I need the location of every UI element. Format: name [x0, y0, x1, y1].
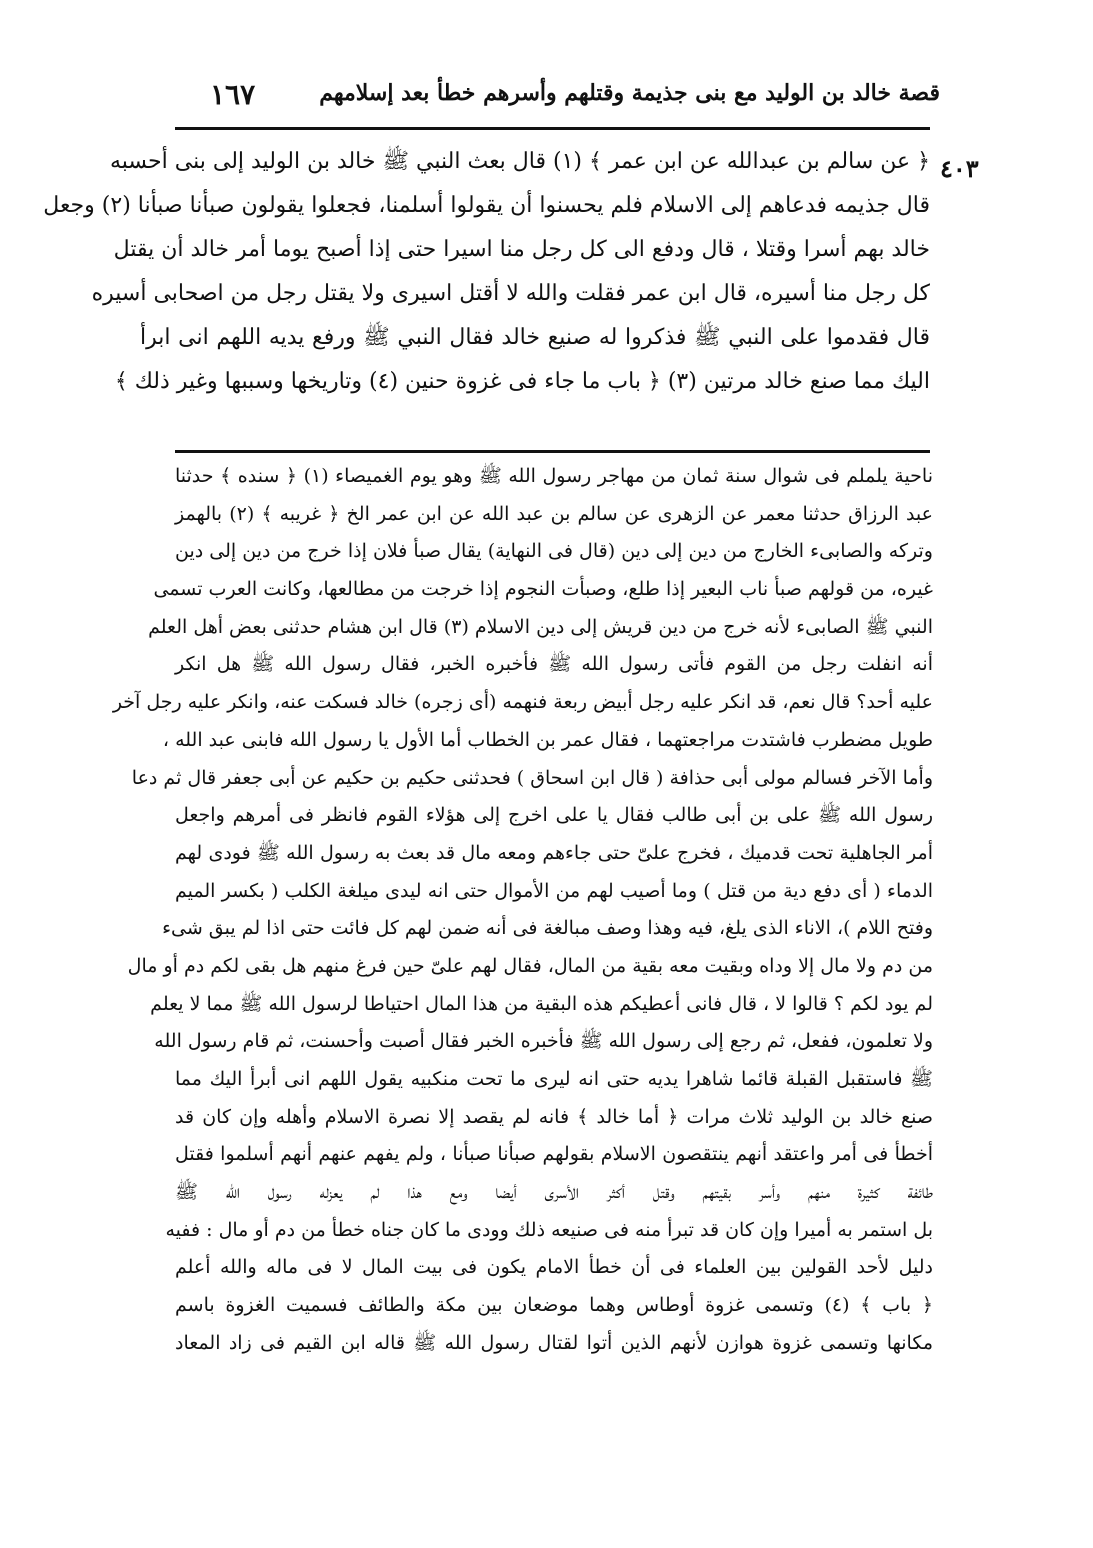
commentary-line: صنع خالد بن الوليد ثلاث مرات ﴿ أما خالد ﴾ فانه لم يقصد إلا نصرة الاسلام وأهله وإن كان قد	[175, 1105, 933, 1128]
commentary-line: عليه أحد؟ قال نعم، قد انكر عليه رجل أبيض ربعة فنهمه (أى زجره) خالد فسكت عنه، وانكر عليه رجل آخر	[112, 691, 933, 714]
commentary-line: من دم ولا مال إلا وداه وبقيت معه بقية من المال، فقال لهم علىّ حين فرغ منهم هل بقى لكم دم أو مال	[127, 954, 933, 977]
commentary-line: ولا تعلمون، ففعل، ثم رجع إلى رسول الله ﷺ فأخبره الخبر فقال أصبت وأحسنت، ثم قام رسول الله	[154, 1030, 933, 1053]
hadith-number: ٤٠٣	[940, 154, 979, 183]
commentary-line: أنه انفلت رجل من القوم فأتى رسول الله ﷺ فأخبره الخبر، فقال رسول الله ﷺ هل انكر	[175, 653, 933, 676]
footnote-divider	[175, 450, 930, 453]
commentary-line: مكانها وتسمى غزوة هوازن لأنهم الذين أتوا لقتال رسول الله ﷺ قاله ابن القيم فى زاد المعاد	[175, 1331, 933, 1354]
commentary-line: ﷺ فاستقبل القبلة قائما شاهرا يديه حتى انه ليرى ما تحت منكبيه يقول اللهم انى أبرأ اليك مما	[175, 1068, 933, 1090]
hadith-line: كل رجل منا أسيره، قال ابن عمر فقلت والله لا أقتل اسيرى ولا يقتل رجل من اصحابى أسيره	[91, 281, 930, 306]
commentary-line: أخطأ فى أمر واعتقد أنهم ينتقصون الاسلام بقولهم صبأنا صبأنا ، ولم يفهم عنهم أنهم أسلموا فقتل	[175, 1143, 933, 1166]
commentary-line: طائفة كثيرة منهم وأسر بقيتهم وقتل أكثر الأسرى أيضا ومع هذا لم يعزله رسول الله ﷺ	[175, 1181, 933, 1204]
page-number: ١٦٧	[210, 78, 256, 111]
commentary-section	[112, 458, 934, 1518]
commentary-line: وتركه والصابىء الخارج من دين إلى دين (قال فى النهاية) يقال صبأ فلان إذا خرج من دين إلى دين	[175, 540, 933, 563]
running-title: قصة خالد بن الوليد مع بنى جذيمة وقتلهم وأسرهم خطأ بعد إسلامهم	[319, 80, 940, 106]
commentary-line: غيره، من قولهم صبأ ناب البعير إذا طلع، وصبأت النجوم إذا خرجت من مطالعها، وكانت العرب تسمى	[153, 578, 933, 601]
hadith-line: قال جذيمه فدعاهم إلى الاسلام فلم يحسنوا أن يقولوا أسلمنا، فجعلوا يقولون صبأنا صبأنا (٢) وجعل	[43, 193, 930, 218]
hadith-line: خالد بهم أسرا وقتلا ، قال ودفع الى كل رجل منا اسيرا حتى إذا أصبح يوما أمر خالد أن يقتل	[113, 237, 930, 262]
header-divider	[175, 127, 930, 130]
page-header	[170, 72, 940, 122]
commentary-line: النبي ﷺ الصابىء لأنه خرج من دين قريش إلى دين الاسلام (٣) قال ابن هشام حدثنى بعض أهل العلم	[148, 615, 933, 638]
commentary-line: لم يود لكم ؟ قالوا لا ، قال فانى أعطيكم هذه البقية من هذا المال احتياطا لرسول الله ﷺ مما لا يعلم	[150, 992, 933, 1015]
hadith-section	[43, 140, 979, 450]
hadith-line: اليك مما صنع خالد مرتين (٣) ﴿ باب ما جاء فى غزوة حنين (٤) وتاريخها وسببها وغير ذلك ﴾	[114, 369, 930, 394]
commentary-line: طويل مضطرب فاشتدت مراجعتهما ، فقال عمر بن الخطاب أما الأول يا رسول الله فابنى عبد الله ،	[162, 728, 933, 751]
commentary-line: وأما الآخر فسالم مولى أبى حذافة ( قال ابن اسحاق ) فحدثنى حكيم بن حكيم عن أبى جعفر قال ثم دعا	[131, 766, 933, 789]
hadith-line: قال فقدموا على النبي ﷺ فذكروا له صنيع خالد فقال النبي ﷺ ورفع يديه اللهم انى ابرأ	[140, 325, 930, 350]
commentary-line: أمر الجاهلية تحت قدميك ، فخرج علىّ حتى جاءهم ومعه مال قد بعث به رسول الله ﷺ فودى لهم	[175, 841, 933, 864]
hadith-line: ﴿ عن سالم بن عبدالله عن ابن عمر ﴾ (١) قال بعث النبي ﷺ خالد بن الوليد إلى بنى أحسبه	[110, 149, 930, 174]
hadith-text	[43, 140, 930, 404]
commentary-line: ﴿ باب ﴾ (٤) وتسمى غزوة أوطاس وهما موضعان بين مكة والطائف فسميت الغزوة باسم	[175, 1294, 933, 1317]
commentary-line: بل استمر به أميرا وإن كان قد تبرأ منه فى صنيعه ذلك وودى ما كان جناه خطأ من دم أو مال : ففيه	[165, 1218, 933, 1241]
commentary-line: الدماء ( أى دفع دية من قتل ) وما أصيب لهم من الأموال حتى انه ليدى ميلغة الكلب ( بكسر الميم	[175, 879, 933, 902]
commentary-line: وفتح اللام )، الاناء الذى يلغ، فيه وهذا وصف مبالغة فى أنه ضمن لهم كل فائت حتى اذا لم يبق شىء	[162, 917, 933, 940]
commentary-line: عبد الرزاق حدثنا معمر عن الزهرى عن سالم بن عبد الله عن ابن عمر الخ ﴿ غريبه ﴾ (٢) بالهمز	[175, 502, 934, 525]
commentary-line: رسول الله ﷺ على بن أبى طالب فقال يا على اخرج إلى هؤلاء القوم فانظر فى أمرهم واجعل	[175, 804, 933, 827]
commentary-line: دليل لأحد القولين بين العلماء فى أن خطأ الامام يكون فى بيت المال لا فى ماله والله أعلم	[175, 1256, 933, 1279]
commentary-line: ناحية يلملم فى شوال سنة ثمان من مهاجر رسول الله ﷺ وهو يوم الغميصاء (١) ﴿ سنده ﴾ حدثنا	[175, 465, 933, 487]
